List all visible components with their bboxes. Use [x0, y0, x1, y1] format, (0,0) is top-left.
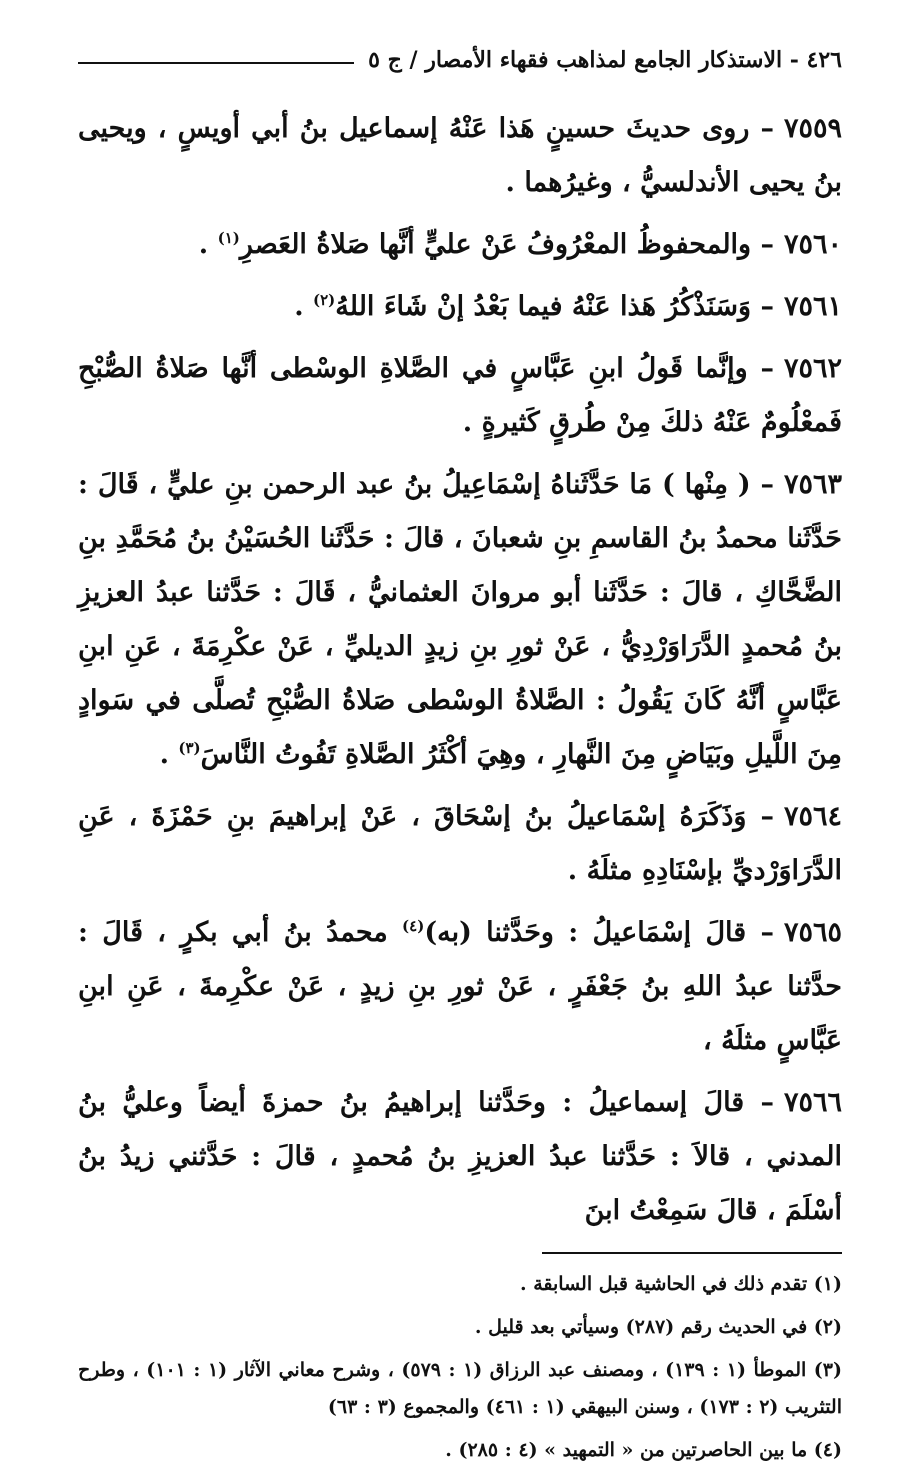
paragraph-text: – والمحفوظُ المعْرُوفُ عَنْ عليٍّ أنَّها صَلاةُ العَصرِ	[239, 229, 774, 260]
paragraph-text: – وَذَكَرَهُ إسْمَاعيلُ بنُ إسْحَاقَ ، عَنْ إبراهيمَ بنِ حَمْزَةَ ، عَنِ الدَّرَاوَرْديِّ بإسْنَادِهِ مثلَهُ .	[78, 801, 842, 886]
footnote-2: (٢) في الحديث رقم (٢٨٧) وسيأتي بعد قليل .	[474, 1316, 842, 1338]
footnote-1: (١) تقدم ذلك في الحاشية قبل السابقة .	[519, 1273, 842, 1295]
paragraph-tail: .	[198, 229, 209, 260]
footnote-3: (٣) الموطأ (١ : ١٣٩) ، ومصنف عبد الرزاق (١ : ٥٧٩) ، وشرح معاني الآثار (١ : ١٠١) ، وطرح التثريب (٢ : ١٧٣) ، وسنن البيهقي (١ : ٤٦١) والمجموع (٣ : ٦٣)	[78, 1359, 843, 1418]
paragraph-tail: .	[159, 739, 169, 770]
footnote-4: (٤) ما بين الحاصرتين من « التمهيد » (٤ : ٢٨٥) .	[445, 1439, 842, 1461]
footnotes	[78, 1266, 842, 1469]
footnote-separator	[542, 1252, 842, 1254]
paragraph-7561	[78, 280, 842, 334]
paragraph-number: ٧٥٦٦	[783, 1087, 842, 1118]
paragraph-7560	[78, 218, 842, 272]
paragraph-tail: محمدُ بنُ أبي بكرٍ ، قَالَ : حدَّثنا عبدُ اللهِ بنُ جَعْفَرٍ ، عَنْ ثورِ بنِ زيدٍ ، عَنْ عكْرِمةَ ، عَنِ ابنِ عَبَّاسٍ مثلَهُ ،	[78, 917, 842, 1056]
page-header	[78, 40, 842, 80]
paragraph-text: – ( مِنْها ) مَا حَدَّثَناهُ إسْمَاعِيلُ بنُ عبد الرحمن بنِ عليٍّ ، قَالَ : حَدَّثَنا محمدُ بنُ القاسمِ بنِ شعبانَ ، قالَ : حَدَّثَنا الحُسَيْنُ بنُ مُحَمَّدِ بنِ الضَّحَّاكِ ، قالَ : حَدَّثَنا أبو مروانَ العثمانيُّ ، قَالَ : حَدَّثنا عبدُ العزيزِ بنُ مُحمدٍ الدَّرَاوَرْدِيُّ ، عَنْ ثورِ بنِ زيدٍ الديليِّ ، عَنْ عكْرِمَةَ ، عَنِ ابنِ عَبَّاسٍ أنَّهُ كَانَ يَقُولُ : الصَّلاةُ الوسْطى صَلاةُ الصُّبْحِ تُصلَّى في سَوادٍ مِنَ اللَّيلِ وبَيَاضٍ مِنَ النَّهارِ ، وهِيَ أكْثَرُ الصَّلاةِ تَفُوتُ النَّاسَ	[78, 469, 843, 770]
paragraph-text: – وَسَنَذْكُرُ هَذا عَنْهُ فيما بَعْدُ إنْ شَاءَ اللهُ	[335, 291, 774, 322]
paragraph-7565	[78, 906, 842, 1068]
main-text	[78, 102, 842, 1238]
paragraph-number: ٧٥٦٢	[783, 353, 842, 384]
paragraph-number: ٧٥٦٣	[783, 469, 842, 500]
paragraph-7559	[78, 102, 842, 210]
paragraph-7566	[78, 1076, 842, 1238]
paragraph-tail: .	[294, 291, 304, 322]
header-rule	[78, 62, 354, 64]
footnote-ref: (٢)	[313, 291, 336, 309]
footnote-ref: (٣)	[178, 739, 201, 757]
paragraph-text: – قالَ إسماعيلُ : وحَدَّثنا إبراهيمُ بنُ حمزةَ أيضاً وعليُّ بنُ المدني ، قالاَ : حَدَّثنا عبدُ العزيزِ بنُ مُحمدٍ ، قالَ : حَدَّثني زيدُ بنُ أسْلَمَ ، قالَ سَمِعْتُ ابنَ	[78, 1087, 842, 1226]
footnote-ref: (١)	[217, 229, 240, 247]
paragraph-7564	[78, 790, 842, 898]
paragraph-number: ٧٥٦٤	[783, 801, 842, 832]
running-head: ٤٢٦ - الاستذكار الجامع لمذاهب فقهاء الأمصار / ج ٥	[368, 47, 842, 73]
paragraph-text: – وإنَّما قَولُ ابنِ عَبَّاسٍ في الصَّلاةِ الوسْطى أنَّها صَلاةُ الصُّبْحِ فَمعْلُومٌ عَنْهُ ذلكَ مِنْ طُرقٍ كَثيرةٍ .	[78, 353, 842, 438]
footnote-ref: (٤)	[402, 917, 425, 935]
paragraph-7563	[78, 458, 842, 782]
paragraph-number: ٧٥٦١	[783, 291, 842, 322]
paragraph-number: ٧٥٦٥	[783, 917, 842, 948]
paragraph-number: ٧٥٦٠	[783, 229, 842, 260]
paragraph-number: ٧٥٥٩	[783, 113, 842, 144]
paragraph-text: – قالَ إسْمَاعيلُ : وحَدَّثنا (به)	[424, 917, 774, 948]
paragraph-text: – روى حديثَ حسينٍ هَذا عَنْهُ إسماعيل بنُ أبي أويسٍ ، ويحيى بنُ يحيى الأندلسيُّ ، وغيرُهما .	[78, 113, 842, 198]
paragraph-7562	[78, 342, 842, 450]
